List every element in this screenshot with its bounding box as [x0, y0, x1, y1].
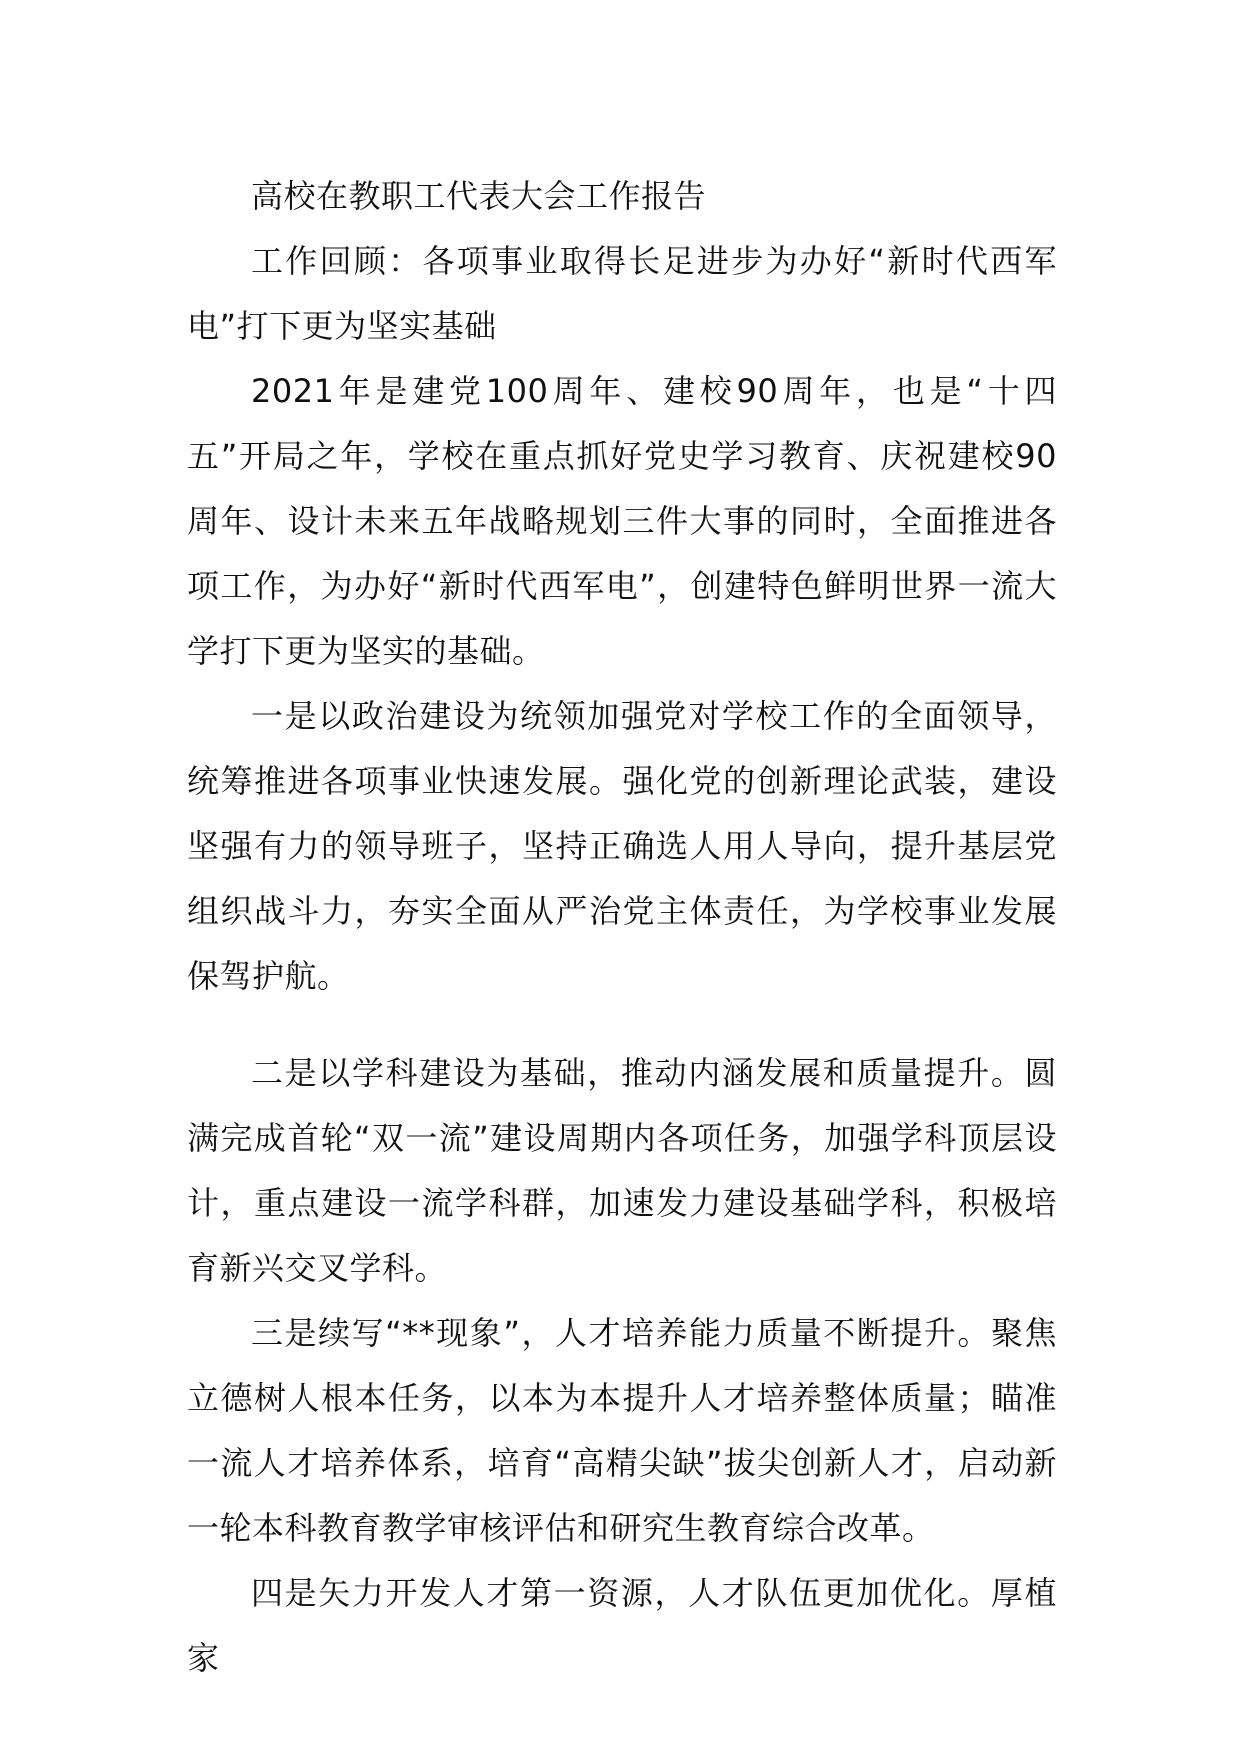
section-heading: 工作回顾：各项事业取得长足进步为办好“新时代西军电”打下更为坚实基础 — [187, 242, 1057, 345]
paragraph-point-3: 三是续写“**现象”，人才培养能力质量不断提升。聚焦立德树人根本任务，以本为本提升人才培养整体质量；瞄准一流人才培养体系，培育“高精尖缺”拔尖创新人才，启动新一轮本科教育教学审核评估和研究生教育综合改革。 — [187, 1314, 1057, 1547]
document-body — [187, 164, 1057, 1691]
paragraph-intro: 2021年是建党100周年、建校90周年，也是“十四五”开局之年，学校在重点抓好党史学习教育、庆祝建校90周年、设计未来五年战略规划三件大事的同时，全面推进各项工作，为办好“新时代西军电”，创建特色鲜明世界一流大学打下更为坚实的基础。 — [187, 372, 1057, 670]
paragraph-point-2: 二是以学科建设为基础，推动内涵发展和质量提升。圆满完成首轮“双一流”建设周期内各项任务，加强学科顶层设计，重点建设一流学科群，加速发力建设基础学科，积极培育新兴交叉学科。 — [187, 1054, 1057, 1287]
paragraph-point-1: 一是以政治建设为统领加强党对学校工作的全面领导，统筹推进各项事业快速发展。强化党的创新理论武装，建设坚强有力的领导班子，坚持正确选人用人导向，提升基层党组织战斗力，夯实全面从严治党主体责任，为学校事业发展保驾护航。 — [187, 697, 1057, 995]
document-title: 高校在教职工代表大会工作报告 — [251, 177, 707, 215]
paragraph-point-4: 四是矢力开发人才第一资源，人才队伍更加优化。厚植家 — [187, 1574, 1057, 1677]
